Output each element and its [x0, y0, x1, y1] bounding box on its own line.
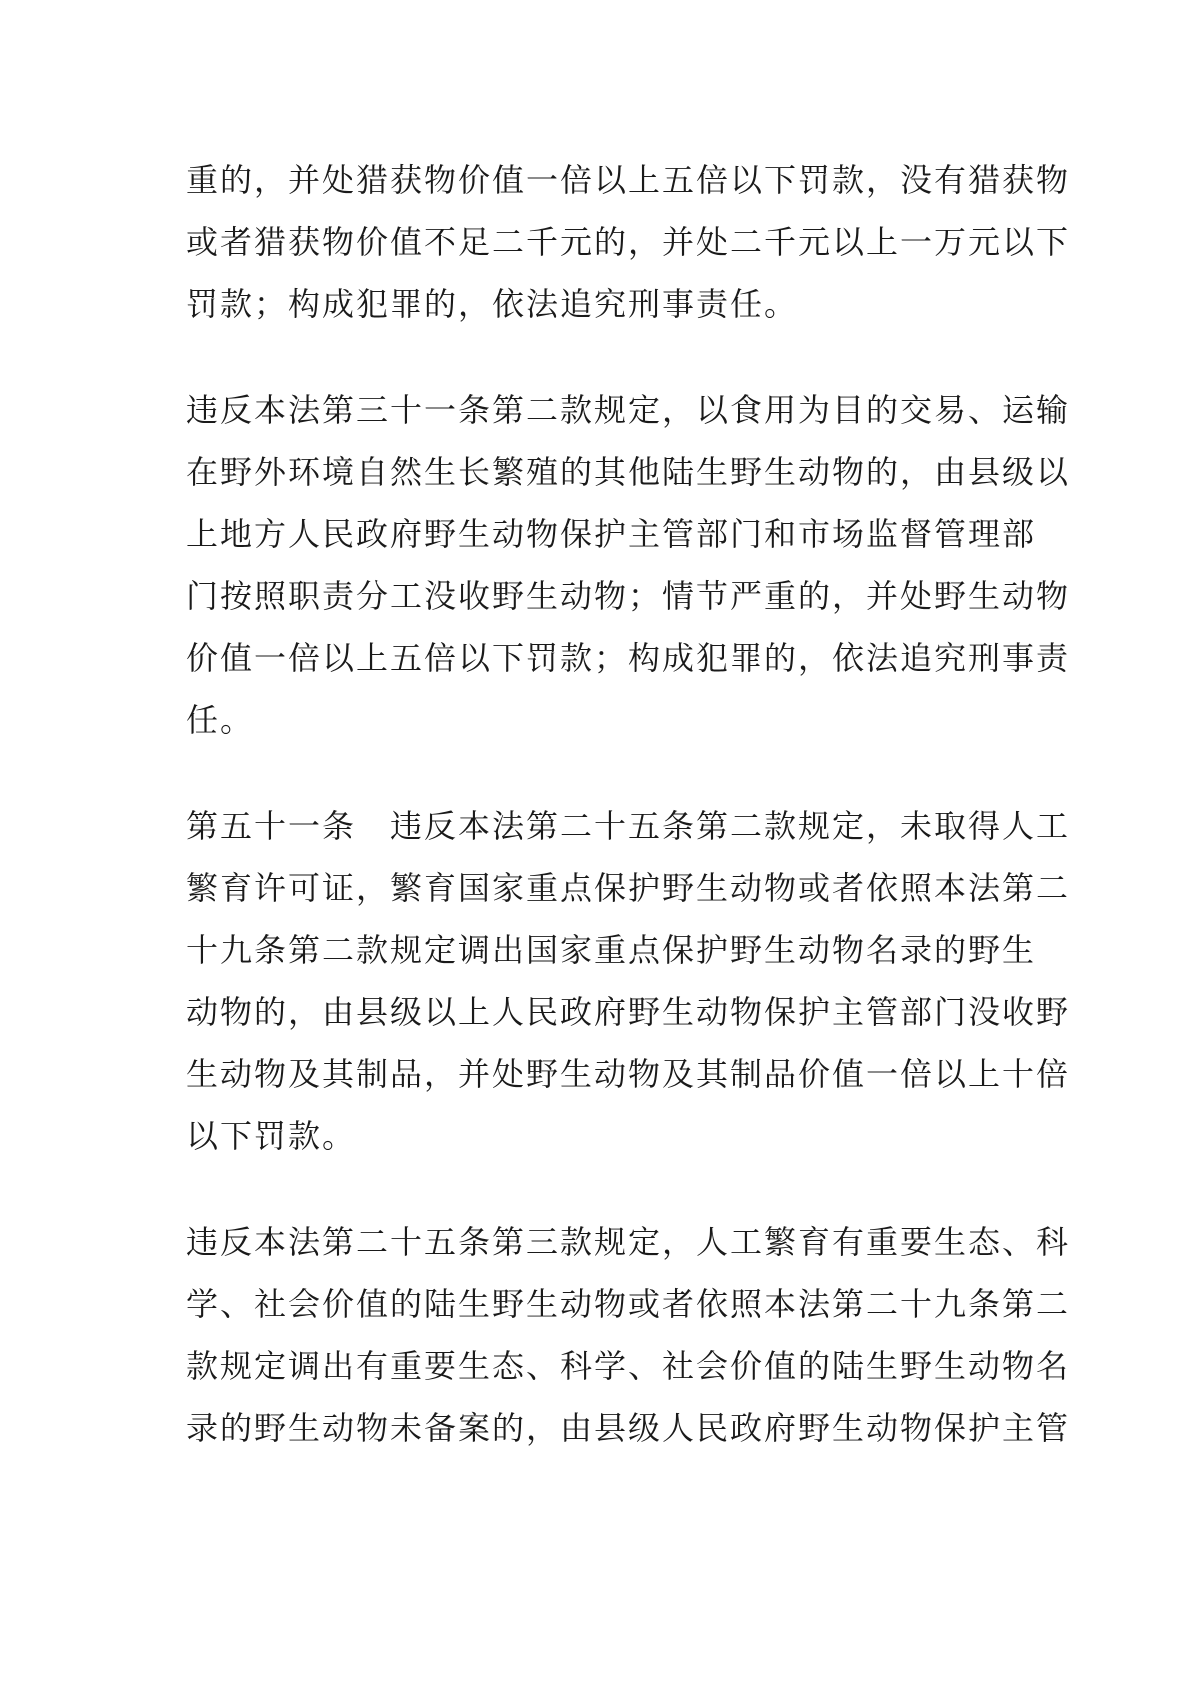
text-line: 门按照职责分工没收野生动物；情节严重的，并处野生动物 [186, 577, 1071, 615]
text-line: 款规定调出有重要生态、科学、社会价值的陆生野生动物名 [186, 1347, 1071, 1385]
text-line: 动物的，由县级以上人民政府野生动物保护主管部门没收野 [186, 993, 1071, 1031]
text-line: 上地方人民政府野生动物保护主管部门和市场监督管理部 [186, 515, 1037, 553]
text-line: 学、社会价值的陆生野生动物或者依照本法第二十九条第二 [186, 1285, 1071, 1323]
text-line: 十九条第二款规定调出国家重点保护野生动物名录的野生 [186, 931, 1037, 969]
text-line: 录的野生动物未备案的，由县级人民政府野生动物保护主管 [186, 1409, 1071, 1447]
text-line: 第五十一条 违反本法第二十五条第二款规定，未取得人工 [186, 807, 1071, 845]
text-line: 重的，并处猎获物价值一倍以上五倍以下罚款，没有猎获物 [186, 161, 1071, 199]
text-line: 罚款；构成犯罪的，依法追究刑事责任。 [186, 285, 799, 323]
text-line: 在野外环境自然生长繁殖的其他陆生野生动物的，由县级以 [186, 453, 1071, 491]
text-line: 生动物及其制品，并处野生动物及其制品价值一倍以上十倍 [186, 1055, 1071, 1093]
text-line: 以下罚款。 [186, 1117, 357, 1155]
text-line: 违反本法第三十一条第二款规定，以食用为目的交易、运输 [186, 391, 1071, 429]
text-line: 违反本法第二十五条第三款规定，人工繁育有重要生态、科 [186, 1223, 1071, 1261]
text-line: 价值一倍以上五倍以下罚款；构成犯罪的，依法追究刑事责 [186, 639, 1071, 677]
text-line: 繁育许可证，繁育国家重点保护野生动物或者依照本法第二 [186, 869, 1071, 907]
text-line: 任。 [186, 701, 255, 739]
text-line: 或者猎获物价值不足二千元的，并处二千元以上一万元以下 [186, 223, 1071, 261]
